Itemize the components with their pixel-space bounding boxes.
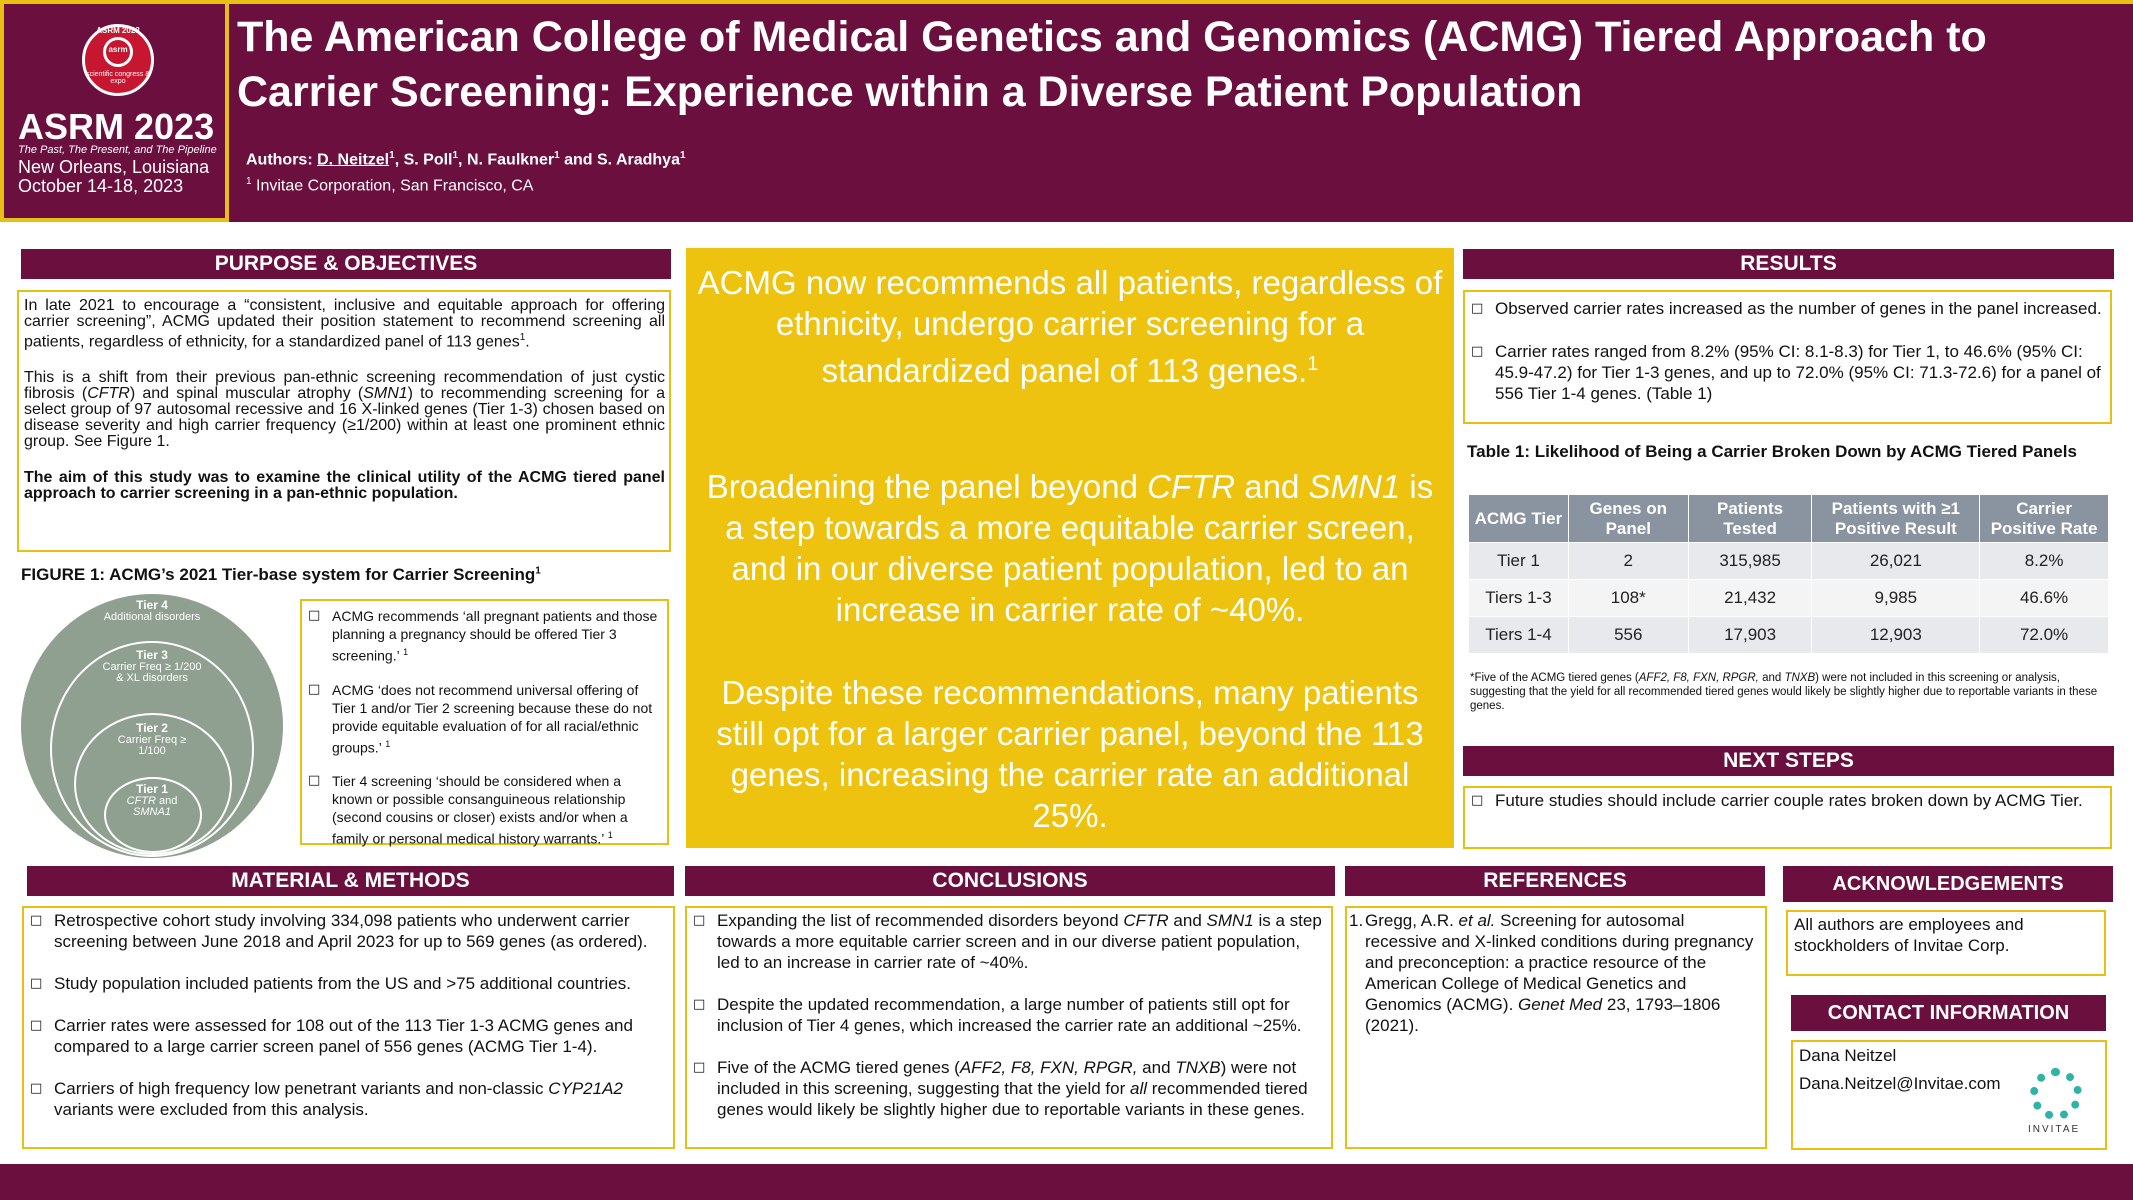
references-box [1345, 906, 1767, 1149]
figure1-note: □ ACMG recommends ‘all pregnant patients and those planning a pregnancy should be offered Tier 3 screening.’ $^1$ [306, 607, 661, 665]
logo-ring-sub: scientific congress & expo [86, 71, 150, 85]
methods-bullet: □ Study population included patients from the US and >75 additional countries. [28, 973, 667, 994]
figure1-caption: FIGURE 1: ACMG’s 2021 Tier-base system for Carrier Screening$^1$ [21, 565, 541, 584]
table-row: Tier 1 2 315,985 26,021 8.2% [1469, 543, 2109, 580]
key-message-panel [686, 248, 1454, 848]
key-message-2: Broadening the panel beyond CFTR and SMN1 is a step towards a more equitable carrier screen, and in our diverse patient population, led to an increase in carrier rate of ~40%. [706, 468, 1434, 628]
table-header: Carrier Positive Rate [1980, 495, 2109, 543]
figure1-note: □ Tier 4 screening ‘should be considered when a known or possible consanguineous relationship (second cousins or closer) exists and/or when a family or personal medical history warrants.’ $^1$ [306, 772, 661, 848]
next-steps-bullet: □ Future studies should include carrier couple rates broken down by ACMG Tier. [1469, 790, 2104, 812]
conclusions-heading: CONCLUSIONS [685, 866, 1335, 896]
affiliation: $^1$ Invitae Corporation, San Francisco, CA [246, 176, 534, 195]
tier3-label: Tier 3 Carrier Freq ≥ 1/200 & XL disorders [102, 648, 202, 684]
methods-bullet: □ Carriers of high frequency low penetrant variants and non-classic CYP21A2 variants were excluded from this analysis. [28, 1078, 667, 1120]
invitae-logo-text: INVITAE [2028, 1124, 2081, 1135]
asrm-logo-icon [82, 24, 154, 96]
table-header: Genes on Panel [1568, 495, 1688, 543]
table1-caption: Table 1: Likelihood of Being a Carrier Broken Down by ACMG Tiered Panels [1467, 442, 2077, 461]
title-panel [229, 0, 2133, 222]
purpose-box [17, 290, 671, 552]
asrm-logo-panel [0, 0, 229, 222]
methods-bullet: □ Retrospective cohort study involving 334,098 patients who underwent carrier screening between June 2018 and April 2023 for up to 569 genes (as ordered). [28, 910, 667, 952]
results-heading: RESULTS [1463, 249, 2114, 279]
purpose-heading: PURPOSE & OBJECTIVES [21, 249, 671, 279]
invitae-logo-icon [2030, 1068, 2082, 1120]
carrier-rate-table [1468, 494, 2109, 654]
methods-bullet: □ Carrier rates were assessed for 108 out of the 113 Tier 1-3 ACMG genes and compared to a large carrier screen panel of 556 genes (ACMG Tier 1-4). [28, 1015, 667, 1057]
tier4-label: Tier 4 Additional disorders [103, 598, 201, 623]
results-bullet: □ Observed carrier rates increased as the number of genes in the panel increased. [1469, 298, 2104, 319]
reference-item: 1. Gregg, A.R. et al. Screening for autosomal recessive and X-linked conditions during pregnancy and preconception: a practice resource of the American College of Medical Genetics and Genomics (ACMG). Genet Med 23, 1793–1806 (2021). [1349, 911, 1754, 1035]
acknowledgements-box: All authors are employees and stockholders of Invitae Corp. [1786, 910, 2106, 976]
logo-city: New Orleans, Louisiana [18, 157, 210, 177]
table-row: Tiers 1-4 556 17,903 12,903 72.0% [1469, 617, 2109, 654]
table-header: ACMG Tier [1469, 495, 1569, 543]
author-name: D. Neitzel [317, 151, 390, 169]
authors-line: Authors: D. Neitzel$^1$, S. Poll$^1$, N. Faulkner$^1$ and S. Aradhya$^1$ [246, 150, 686, 169]
purpose-paragraph-2: This is a shift from their previous pan-ethnic screening recommendation of just cystic fibrosis (CFTR) and spinal muscular atrophy (SMN1) to recommending screening for a select group of 97 autosomal recessive and 16 X-linked genes (Tier 1-3) chosen based on disease severity and high carrier frequency (≥1/200) within at least one prominent ethnic group. See Figure 1. [24, 369, 666, 451]
logo-subtitle: The Past, The Present, and The Pipeline [18, 144, 217, 156]
conclusions-box [685, 906, 1333, 1149]
poster-title: The American College of Medical Genetics and Genomics (ACMG) Tiered Approach to Carrier Screening: Experience within a Diverse Patient Population [237, 13, 1987, 116]
purpose-paragraph-1: In late 2021 to encourage a “consistent, inclusive and equitable approach for offering carrier screening”, ACMG updated their position statement to recommend screening all patients, regardless of ethnicity, for a standardized panel of 113 genes$^1$. [24, 297, 665, 351]
tier2-label: Tier 2 Carrier Freq ≥ 1/100 [117, 721, 187, 757]
conclusions-bullet: □ Five of the ACMG tiered genes (AFF2, F8, FXN, RPGR, and TNXB) were not included in this screening, suggesting that the yield for all recommended tiered genes would likely be slightly higher due to reportable variants in these genes. [691, 1057, 1325, 1120]
table-row: Tiers 1-3 108* 21,432 9,985 46.6% [1469, 580, 2109, 617]
footer-bar [0, 1164, 2133, 1200]
tier1-label: Tier 1 CFTR and SMNA1 [126, 782, 178, 818]
references-heading: REFERENCES [1345, 866, 1765, 896]
figure1-notes [300, 599, 669, 845]
key-message-3: Despite these recommendations, many patients still opt for a larger carrier panel, beyond the 113 genes, increasing the carrier rate an additional 25%. [716, 674, 1424, 834]
table1-footnote: *Five of the ACMG tiered genes (AFF2, F8, FXN, RPGR, and TNXB) were not included in this screening or analysis, suggesting that the yield for all recommended tiered genes would likely be slightly higher due to reportable variants in these genes. [1470, 672, 2098, 712]
purpose-aim: The aim of this study was to examine the clinical utility of the ACMG tiered panel approach to carrier screening in a pan-ethnic population. [24, 469, 665, 503]
figure1-note: □ ACMG ‘does not recommend universal offering of Tier 1 and/or Tier 2 screening because these do not provide equitable evaluation of for all racial/ethnic groups.’ $^1$ [306, 681, 661, 757]
conclusions-bullet: □ Despite the updated recommendation, a large number of patients still opt for inclusion of Tier 4 genes, which increased the carrier rate an additional ~25%. [691, 994, 1325, 1036]
contact-name: Dana Neitzel [1799, 1046, 1897, 1065]
logo-top-text: ASRM 2023 [96, 26, 140, 35]
methods-box [22, 906, 675, 1149]
logo-title: ASRM 2023 [18, 106, 215, 147]
contact-heading: CONTACT INFORMATION [1791, 995, 2106, 1031]
table-header: Patients Tested [1688, 495, 1812, 543]
acknowledgements-heading: ACKNOWLEDGEMENTS [1783, 866, 2113, 902]
logo-ring-text: asrm [108, 45, 128, 54]
next-steps-heading: NEXT STEPS [1463, 746, 2114, 776]
results-bullet: □ Carrier rates ranged from 8.2% (95% CI: 8.1-8.3) for Tier 1, to 46.6% (95% CI: 45.9-47.2) for Tier 1-3 genes, and up to 72.0% (95% CI: 71.3-72.6) for a panel of 556 Tier 1-4 genes. (Table 1) [1469, 341, 2104, 404]
next-steps-box [1463, 786, 2112, 849]
conclusions-bullet: □ Expanding the list of recommended disorders beyond CFTR and SMN1 is a step towards a more equitable carrier screen and in our diverse patient population, led to an increase in carrier rate of ~40%. [691, 910, 1325, 973]
logo-dates: October 14-18, 2023 [18, 176, 184, 196]
contact-email[interactable]: Dana.Neitzel@Invitae.com [1799, 1074, 2001, 1093]
table-header: Patients with ≥1 Positive Result [1812, 495, 1980, 543]
results-box [1463, 290, 2112, 424]
methods-heading: MATERIAL & METHODS [27, 866, 674, 896]
key-message-1: ACMG now recommends all patients, regardless of ethnicity, undergo carrier screening for a standardized panel of 113 genes.$^1$ [697, 264, 1443, 389]
